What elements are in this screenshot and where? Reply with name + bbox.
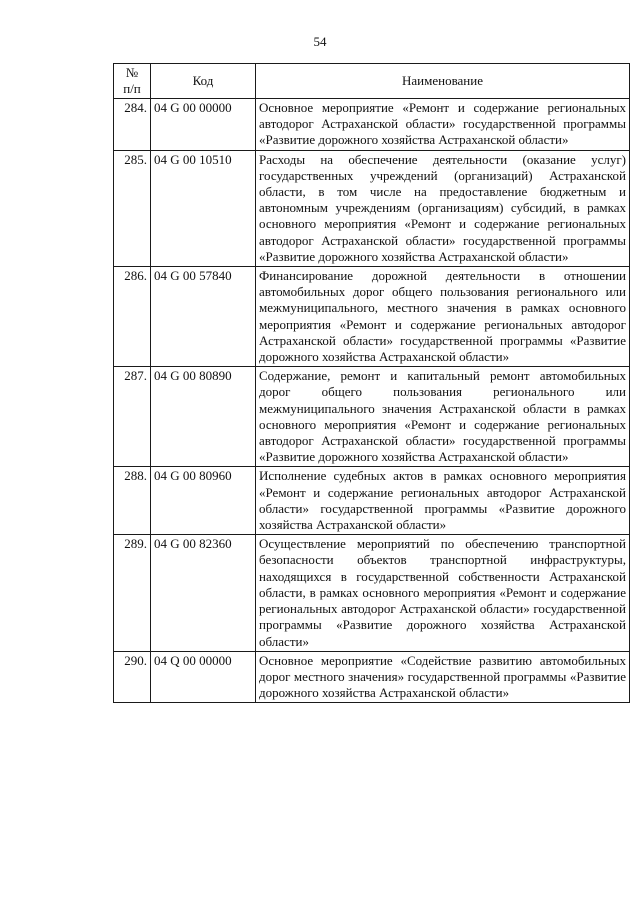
row-name: Осуществление мероприятий по обеспечению транспортной безопасности объектов транспортной инфраструктуры, находящихся в государственной собственности Астраханской области, в рамках основного мероприятия «Ремонт и содержание региональных автодорог Астраханской области» государственной программы «Развитие дорожного хозяйства Астраханской области» (256, 535, 630, 651)
row-name: Исполнение судебных актов в рамках основного мероприятия «Ремонт и содержание региональных автодорог Астраханской области» государственной программы «Развитие дорожного хозяйства Астраханской области» (256, 467, 630, 535)
row-number: 290. (114, 651, 151, 703)
row-code: 04 G 00 80890 (151, 367, 256, 467)
row-number: 289. (114, 535, 151, 651)
header-number-symbol: № (125, 64, 139, 80)
row-name: Содержание, ремонт и капитальный ремонт автомобильных дорог общего пользования регионального или межмуниципального значения Астраханской области в рамках основного мероприятия «Ремонт и содержание региональных автодорог Астраханской области» государственной программы «Развитие дорожного хозяйства Астраханской области» (256, 367, 630, 467)
row-number: 287. (114, 367, 151, 467)
page-number: 54 (313, 34, 327, 49)
header-number-abbr: п/п (123, 81, 141, 96)
row-number: 286. (114, 267, 151, 367)
row-number: 288. (114, 467, 151, 535)
header-code: Код (151, 64, 256, 99)
header-number (114, 64, 151, 99)
row-code: 04 Q 00 00000 (151, 651, 256, 703)
table-row (114, 99, 630, 151)
row-code: 04 G 00 57840 (151, 267, 256, 367)
row-name: Финансирование дорожной деятельности в отношении автомобильных дорог общего пользования регионального или межмуниципального, местного значения в рамках основного мероприятия «Ремонт и содержание региональных автодорог Астраханской области» государственной программы «Развитие дорожного хозяйства Астраханской области» (256, 267, 630, 367)
row-code: 04 G 00 00000 (151, 99, 256, 151)
table-row (114, 367, 630, 467)
row-name: Расходы на обеспечение деятельности (оказание услуг) государственных учреждений (организаций) Астраханской области, в том числе на предоставление бюджетным и автономным учреждениям (организациям) субсидий, в рамках основного мероприятия «Ремонт и содержание региональных автодорог Астраханской области» государственной программы «Развитие дорожного хозяйства Астраханской области» (256, 150, 630, 266)
table-row (114, 467, 630, 535)
row-name: Основное мероприятие «Содействие развитию автомобильных дорог местного значения» государственной программы «Развитие дорожного хозяйства Астраханской области» (256, 651, 630, 703)
table-row (114, 651, 630, 703)
table-row (114, 267, 630, 367)
table-row (114, 150, 630, 266)
table-row (114, 535, 630, 651)
row-code: 04 G 00 80960 (151, 467, 256, 535)
table-header-row (114, 64, 630, 99)
header-name: Наименование (256, 64, 630, 99)
row-number: 284. (114, 99, 151, 151)
row-code: 04 G 00 82360 (151, 535, 256, 651)
budget-code-table (113, 63, 630, 703)
row-number: 285. (114, 150, 151, 266)
row-code: 04 G 00 10510 (151, 150, 256, 266)
row-name: Основное мероприятие «Ремонт и содержание региональных автодорог Астраханской области» государственной программы «Развитие дорожного хозяйства Астраханской области» (256, 99, 630, 151)
